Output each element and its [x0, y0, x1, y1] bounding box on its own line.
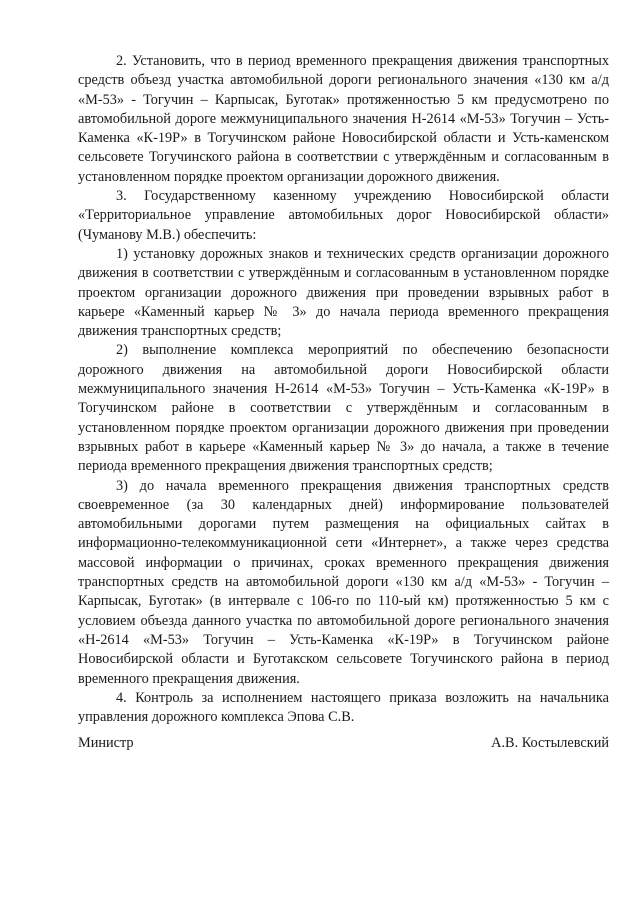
signature-block — [78, 734, 609, 753]
signatory-position: Министр — [78, 735, 134, 751]
signatory-name: А.В. Костылевский — [491, 735, 609, 751]
paragraph-subitem-2: 2) выполнение комплекса мероприятий по обеспечению безопасности дорожного движения на автомобильной дороги Новосибирской области межмуниципального значения Н-2614 «М-53» Тогучин – Усть-Каменка «К-19Р» в Тогучинском районе в соответствии с утверждённым и согласованным в установленном порядке проектом организации дорожного движения при проведении взрывных работ в карьере «Каменный карьер № 3» до начала, а также в течение периода временного прекращения движения транспортных средств; — [78, 342, 609, 475]
paragraph-subitem-1: 1) установку дорожных знаков и технических средств организации дорожного движения в соответствии с утверждённым и согласованным в установленном порядке проектом организации дорожного движения при проведении взрывных работ в карьере «Каменный карьер № 3» до начала периода временного прекращения движения транспортных средств; — [78, 245, 609, 340]
paragraph-item-2: 2. Установить, что в период временного прекращения движения транспортных средств объезд участка автомобильной дороги регионального значения «130 км а/д «М-53» - Тогучин – Карпысак, Буготак» протяженностью 5 км предусмотрено по автомобильной дороге межмуниципального значения Н-2614 «М-53» Тогучин – Усть-Каменка «К-19Р» в Тогучинском районе Новосибирской области и Усть-каменском сельсовете Тогучинского района в соответствии с утверждённым и согласованным в установленном порядке проектом организации дорожного движения. — [78, 53, 609, 185]
paragraph-subitem-3: 3) до начала временного прекращения движения транспортных средств своевременное (за 30 календарных дней) информирование пользователей автомобильными дорогами путем размещения на официальных сайтах в информационно-телекоммуникационной сети «Интернет», а также через средства массовой информации о причинах, сроках временного прекращения движения транспортных средств на автомобильной дороги «130 км а/д «М-53» - Тогучин – Карпысак, Буготак» (в интервале с 106-го по 110-ый км) протяженностью 5 км с условием объезда данного участка по автомобильной дороге регионального значения «Н-2614 «М-53» Тогучин – Усть-Каменка «К-19Р» в Тогучинском районе Новосибирской области и Буготакском сельсовете Тогучинского района в период временного прекращения движения. — [78, 477, 609, 687]
document-body — [78, 52, 609, 727]
paragraph-item-3: 3. Государственному казенному учреждению Новосибирской области «Территориальное управление автомобильных дорог Новосибирской области» (Чуманову М.В.) обеспечить: — [78, 188, 609, 243]
paragraph-item-4: 4. Контроль за исполнением настоящего приказа возложить на начальника управления дорожного комплекса Эпова С.В. — [78, 689, 609, 726]
